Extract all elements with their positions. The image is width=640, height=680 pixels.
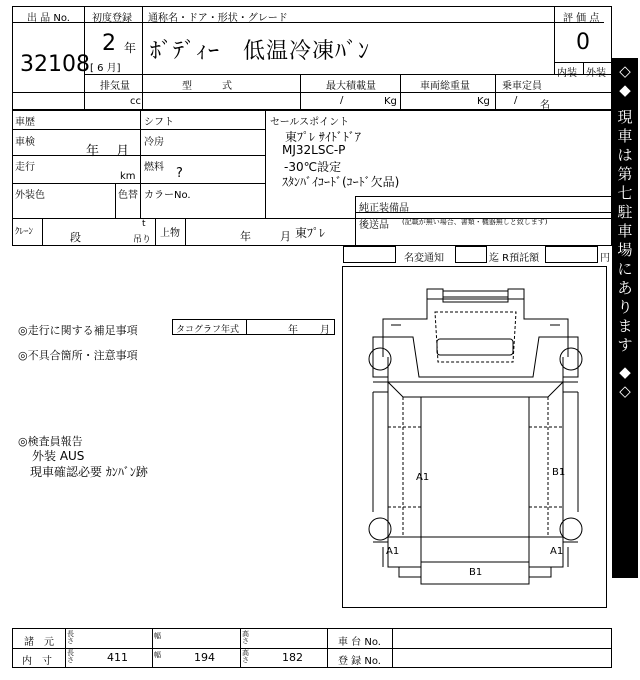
sales-point-line: -30℃設定 bbox=[284, 160, 342, 174]
model-name: ﾎﾞﾃﾞｨｰ 低温冷凍ﾊﾞﾝ bbox=[150, 39, 371, 64]
interior-label: 内装 bbox=[557, 68, 577, 79]
body-maker: 東ﾌﾟﾚ bbox=[295, 226, 326, 240]
tachograph-label: タコグラフ年式 bbox=[176, 325, 240, 335]
crane-stage: 段 bbox=[70, 231, 81, 244]
displacement-label: 排気量 bbox=[100, 81, 130, 92]
name-change-box bbox=[455, 246, 487, 263]
vehicle-diagram bbox=[343, 267, 606, 607]
damage-mark: A1 bbox=[386, 546, 400, 557]
name-change-label: 名変通知 bbox=[404, 253, 444, 264]
body-label: 上物 bbox=[160, 228, 180, 239]
vehicle-diagram-frame bbox=[342, 266, 607, 608]
shift-label: シフト bbox=[144, 117, 174, 128]
crane-hang: 吊り bbox=[133, 235, 152, 245]
gross-weight-label: 車両総重量 bbox=[420, 81, 470, 92]
inner-height: 182 bbox=[282, 651, 303, 664]
crane-label: ｸﾚｰﾝ bbox=[15, 227, 34, 237]
body-year: 年 bbox=[240, 230, 251, 243]
history-label: 車歴 bbox=[15, 117, 35, 128]
left-mirror bbox=[427, 289, 443, 299]
score-value: 0 bbox=[576, 30, 590, 55]
inner-dims-label: 内 寸 bbox=[22, 656, 52, 667]
cab-outline bbox=[383, 299, 568, 377]
right-mirror bbox=[508, 289, 524, 299]
length-label: 長さ bbox=[67, 649, 74, 664]
sales-points-label: セールスポイント bbox=[270, 117, 350, 128]
capacity-label: 乗車定員 bbox=[502, 81, 542, 92]
km-unit: km bbox=[120, 171, 136, 182]
type-label: 型 式 bbox=[182, 81, 232, 92]
registration-label: 登 録 No. bbox=[338, 656, 381, 667]
length-label: 長さ bbox=[67, 630, 74, 645]
damage-mark: B1 bbox=[552, 467, 566, 478]
inner-length: 411 bbox=[107, 651, 128, 664]
color-no-label: カラーNo. bbox=[144, 190, 191, 201]
fuel-value: ? bbox=[176, 166, 183, 181]
sales-point-line: ｽﾀﾝﾊﾞｲｺｰﾄﾞ(ｺｰﾄﾞ欠品) bbox=[282, 175, 400, 189]
score-label: 評 価 点 bbox=[563, 13, 600, 24]
capacity-slash: / bbox=[514, 95, 518, 106]
inspector-line: 現車確認必要 ｶﾝﾊﾞﾝ跡 bbox=[30, 465, 148, 479]
inspection-value: 年 月 bbox=[86, 144, 130, 159]
sales-point-line: 東ﾌﾟﾚ ｻｲﾄﾞﾄﾞｱ bbox=[285, 130, 361, 144]
inspector-heading: ◎検査員報告 bbox=[18, 435, 83, 448]
gross-kg-unit: Kg bbox=[477, 96, 490, 107]
cab-window bbox=[437, 339, 513, 355]
defects-heading: ◎不具合箇所・注意事項 bbox=[18, 349, 138, 362]
docs-note: (記載が無い場合、書類・機器無しと致します) bbox=[402, 218, 548, 226]
cc-unit: cc bbox=[130, 96, 141, 107]
load-kg-unit: Kg bbox=[384, 96, 397, 107]
deposit-box bbox=[545, 246, 598, 263]
crane-t: t bbox=[142, 219, 146, 229]
damage-mark: A1 bbox=[416, 472, 430, 483]
notice-box bbox=[343, 246, 396, 263]
damage-mark: A1 bbox=[550, 546, 564, 557]
body-month: 月 bbox=[280, 230, 291, 243]
color-replace-label: 色替 bbox=[118, 190, 138, 201]
reg-year-unit: 年 bbox=[124, 41, 137, 55]
side-note: ◇ ◆ 現 車 は 第 七 駐 車 場 に あ り ま す ◆ ◇ bbox=[612, 58, 638, 578]
model-label: 通称名・ドア・形状・グレード bbox=[148, 13, 288, 24]
driving-notes-heading: ◎走行に関する補足事項 bbox=[18, 324, 138, 337]
exterior-label: 外装 bbox=[586, 68, 606, 79]
inspection-label: 車検 bbox=[15, 137, 35, 148]
load-slash: / bbox=[340, 95, 344, 106]
equipment-label: 純正装備品 bbox=[359, 203, 409, 214]
ac-label: 冷房 bbox=[144, 137, 164, 148]
person-unit: 名 bbox=[540, 100, 550, 111]
reg-month: [ 6 月] bbox=[90, 63, 121, 74]
sales-point-line: MJ32LSC-P bbox=[282, 143, 346, 157]
docs-label: 後送品 bbox=[359, 220, 389, 231]
width-label: 幅 bbox=[154, 651, 161, 659]
color-label: 外装色 bbox=[15, 190, 45, 201]
tacho-month: 月 bbox=[320, 325, 330, 336]
inner-width: 194 bbox=[194, 651, 215, 664]
chassis-label: 車 台 No. bbox=[338, 637, 381, 648]
lot-label: 出 品 No. bbox=[27, 13, 70, 24]
first-reg-label: 初度登録 bbox=[92, 13, 132, 24]
mileage-label: 走行 bbox=[15, 162, 35, 173]
yen-unit: 円 bbox=[600, 253, 610, 264]
lot-number: 32108 bbox=[20, 52, 90, 77]
height-label: 高さ bbox=[242, 630, 249, 645]
inspector-line: 外装 AUS bbox=[32, 449, 85, 463]
deposit-label: 迄 R預託額 bbox=[489, 253, 540, 264]
height-label: 高さ bbox=[242, 649, 249, 664]
tacho-year: 年 bbox=[288, 325, 298, 336]
max-load-label: 最大積載量 bbox=[326, 81, 376, 92]
fuel-label: 燃料 bbox=[144, 162, 164, 173]
reg-year: 2 bbox=[102, 31, 116, 56]
cargo-box bbox=[388, 382, 566, 537]
damage-mark: B1 bbox=[469, 567, 483, 578]
width-label: 幅 bbox=[154, 632, 161, 640]
specs-label: 諸 元 bbox=[24, 637, 54, 648]
